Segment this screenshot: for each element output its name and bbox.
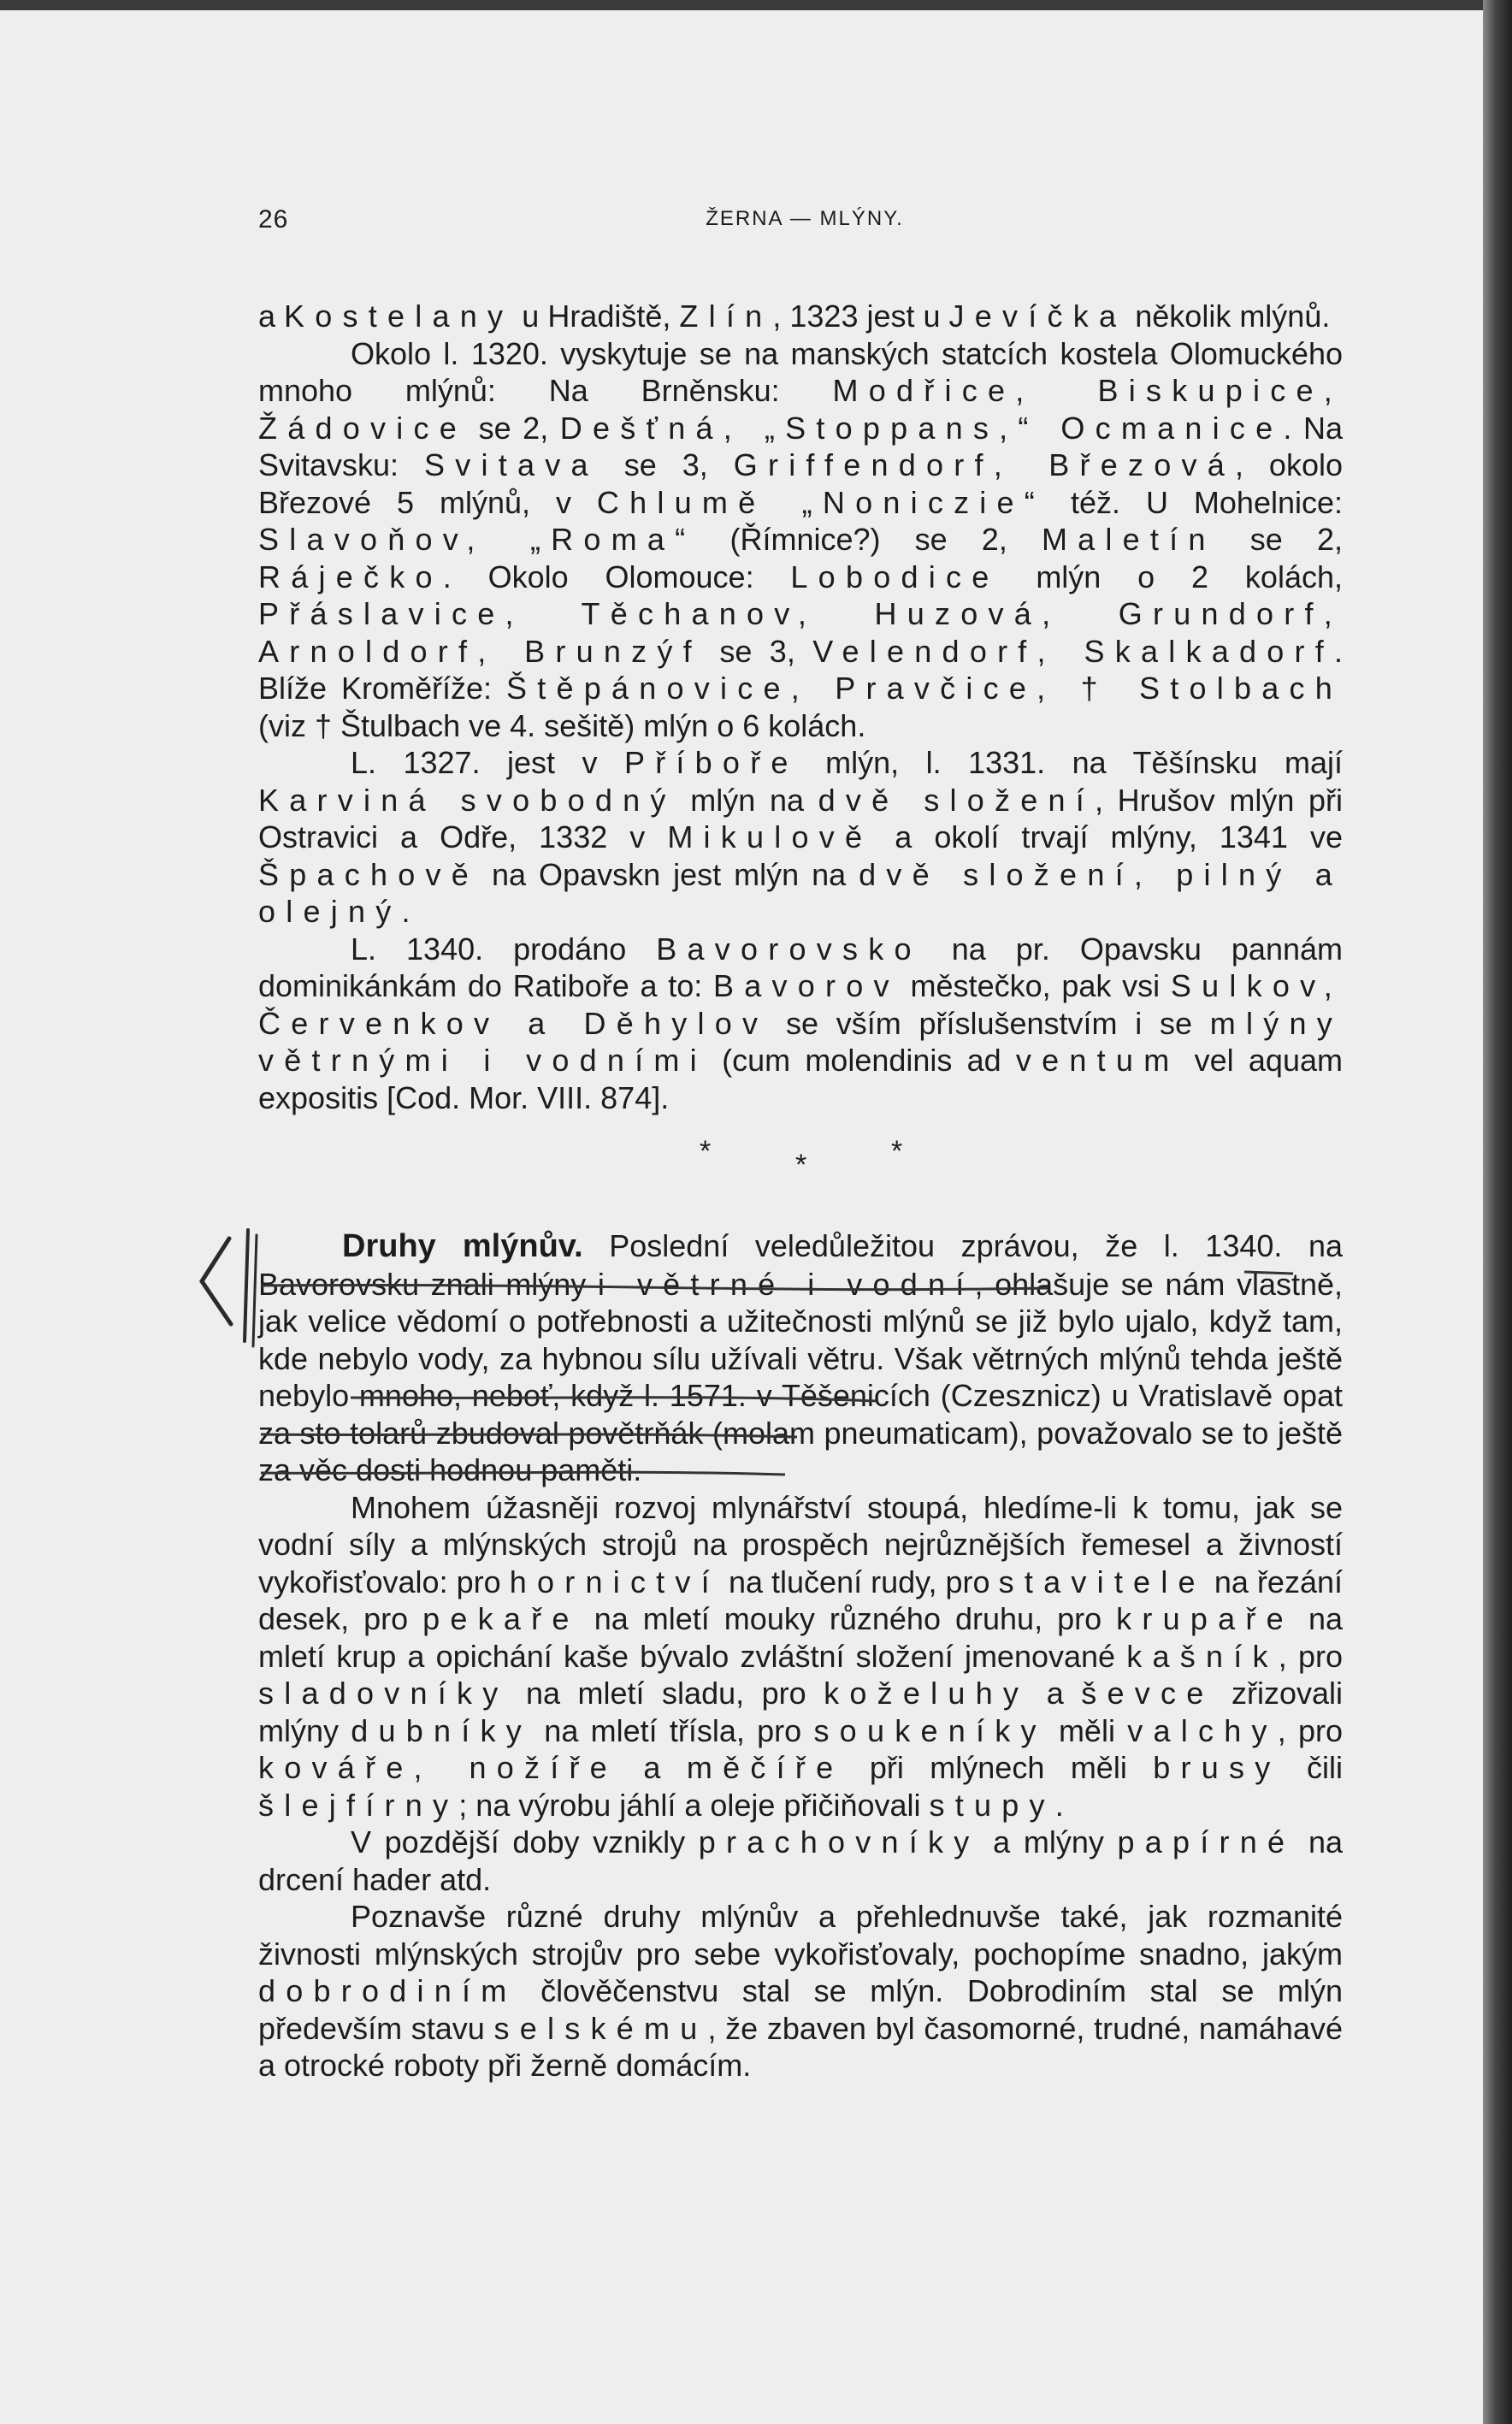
text-run: na mletí krup a opichání kaše bývalo zvláštní složení jmenované bbox=[258, 1601, 1343, 1674]
text-run: Okolo l. 1320. vyskytuje se na manských statcích kostela Olomuckého mnoho mlýnů: Na Brněnsku: bbox=[258, 335, 1343, 408]
spaced-text-run: kováře, nožíře bbox=[258, 1750, 617, 1785]
text-run: , Hrušov mlýn při Ostravici a Odře, 1332 v bbox=[258, 782, 1343, 854]
text-run: V pozdější doby vznikly bbox=[351, 1824, 699, 1859]
text-run: se 3, bbox=[701, 633, 813, 669]
text-run: a okolí trvají mlýny, 1341 ve bbox=[872, 819, 1343, 854]
spaced-text-run: Příboře bbox=[623, 745, 799, 780]
spaced-text-run: brusy bbox=[1153, 1750, 1281, 1785]
text-run: a bbox=[617, 1750, 687, 1785]
paragraph-6 bbox=[258, 1489, 1343, 1824]
body-text bbox=[258, 298, 1343, 2084]
text-run: se vším příslušenstvím i se bbox=[768, 1005, 1210, 1041]
text-run: L. 1340. prodáno bbox=[351, 931, 657, 967]
text-run: na drcení hader atd. bbox=[258, 1824, 1343, 1897]
spaced-text-run: valchy bbox=[1127, 1712, 1278, 1748]
spaced-text-run: Modřice, Biskupice, Žádovice bbox=[258, 373, 1343, 446]
section-divider-asterisks bbox=[258, 1116, 1343, 1227]
text-run: též. U Mohelnice: bbox=[1045, 484, 1344, 520]
paragraph-4 bbox=[258, 931, 1343, 1117]
text-run: měli bbox=[1046, 1712, 1128, 1748]
spaced-text-run: Chlumě „Noniczie“ bbox=[596, 484, 1046, 520]
spaced-text-run: stupy bbox=[929, 1787, 1055, 1823]
text-run: u Hradiště, bbox=[513, 299, 680, 334]
text-run: mlýn na bbox=[676, 782, 818, 818]
spaced-text-run: Bavorovsko bbox=[656, 931, 922, 967]
text-run: na řezání desek, pro bbox=[258, 1564, 1343, 1636]
text-run: Poslední veledůležitou zprávou, že l. 1340. na Bavorovsku znali mlýny bbox=[258, 1228, 1343, 1302]
section-heading: Druhy mlýnův. bbox=[342, 1228, 583, 1264]
text-run: městečko, pak vsi bbox=[899, 968, 1171, 1003]
spaced-text-run: selskému bbox=[493, 2010, 708, 2046]
spaced-text-run: Dešťná, „Stoppans,“ Ocmanice bbox=[559, 410, 1284, 446]
spaced-text-run: dobrodiním bbox=[258, 1973, 517, 2008]
text-run: . Okolo Olomouce: bbox=[442, 559, 791, 594]
paragraph-2 bbox=[258, 335, 1343, 745]
text-run: , pro bbox=[1278, 1638, 1343, 1674]
spaced-text-run: ventum bbox=[1015, 1043, 1180, 1078]
spaced-text-run: ševce bbox=[1081, 1676, 1214, 1711]
text-run: člověčenstvu stal se mlýn. Dobrodiním stal se mlýn především stavu bbox=[258, 1973, 1343, 2046]
spaced-text-run: Velendorf, Skalkadorf bbox=[812, 633, 1334, 669]
spaced-text-run: Sulkov, Červenkov a Děhylov bbox=[258, 968, 1343, 1041]
text-run: mlýn, l. 1331. na Těšínsku mají bbox=[798, 745, 1343, 780]
text-run: , ohlašuje se nám vlastně, jak velice vědomí o potřebnosti a užitečnosti mlýnů se již bylo ujalo, když tam, kde nebylo vody, za hybnou sílu užívali větru. Však větrných mlýnů tehda ještě nebylo mnoho, neboť, když l. 1571. v Těšenicích (Czesznicz) u Vratislavě opat za sto tolarů zbudoval povětrňák (molam pneumaticam), považovalo se to ještě za věc dosti hodnou paměti. bbox=[258, 1266, 1344, 1487]
spaced-text-run: Bavorov bbox=[713, 968, 900, 1003]
text-run: (cum molendinis ad bbox=[706, 1043, 1016, 1078]
text-run: na mletí třísla, pro bbox=[532, 1712, 814, 1748]
asterisk: * bbox=[700, 1135, 712, 1168]
spaced-text-run: Lobodice bbox=[790, 559, 1000, 594]
text-run: na tlučení rudy, pro bbox=[719, 1564, 999, 1599]
text-run: a bbox=[258, 299, 285, 334]
paragraph-3 bbox=[258, 744, 1343, 931]
text-run: a bbox=[1029, 1676, 1082, 1711]
text-run: zřizovali mlýny bbox=[258, 1676, 1343, 1748]
spaced-text-run: Slavoňov, „Roma“ bbox=[258, 522, 696, 557]
spaced-text-run: Jevíčka bbox=[948, 299, 1127, 334]
spaced-text-run: kašník bbox=[1126, 1638, 1279, 1674]
spaced-text-run: měčíře bbox=[686, 1750, 844, 1785]
spaced-text-run: papírné bbox=[1117, 1824, 1296, 1859]
spaced-text-run: dvě složení, pilný a olejný bbox=[258, 856, 1343, 929]
spaced-text-run: Svitava bbox=[424, 447, 599, 482]
text-run: několik mlýnů. bbox=[1126, 299, 1331, 334]
text-run: Mnohem úžasněji rozvoj mlynářství stoupá, hledíme-li k tomu, jak se vodní síly a mlýnských strojů na prospěch nejrůznějších řemesel a živností vykořisťovalo: pro bbox=[258, 1489, 1343, 1599]
text-run: ; na výrobu jáhlí a oleje přičiňovali bbox=[458, 1787, 930, 1823]
text-run: na pr. Opavsku pannám dominikánkám do Ratiboře a to: bbox=[258, 931, 1343, 1003]
text-run: se 3, bbox=[598, 447, 734, 482]
text-run: se 2, bbox=[467, 410, 560, 446]
text-run: Poznavše různé druhy mlýnův a přehlednuvše také, jak rozmanité živnosti mlýnských strojův pro sebe vykořisťovaly, pochopíme snadno, jakým bbox=[258, 1899, 1343, 1972]
spaced-text-run: sladovníky bbox=[258, 1676, 509, 1711]
text-run: se 2, bbox=[1215, 522, 1343, 557]
spaced-text-run: dvě složení bbox=[818, 782, 1096, 818]
text-run: na Opavskn jest mlýn na bbox=[479, 856, 859, 892]
asterisk: * bbox=[795, 1149, 807, 1181]
text-run: na mletí mouky různého druhu, pro bbox=[579, 1601, 1117, 1636]
spaced-text-run: Štěpánovice, Pravčice, † Stolbach bbox=[505, 671, 1343, 706]
spaced-text-run: Ráječko bbox=[258, 559, 443, 594]
text-run: a mlýny bbox=[979, 1824, 1118, 1859]
text-run: . Blíže Kroměříže: bbox=[258, 633, 1343, 706]
text-run: , pro bbox=[1277, 1712, 1343, 1748]
spaced-text-run: Mikulově bbox=[667, 819, 873, 854]
margin-pencil-mark-icon bbox=[195, 1221, 289, 1350]
spaced-text-run: Přáslavice, Těchanov, Huzová, Grundorf, Arnoldorf, Brunzýf bbox=[258, 596, 1343, 669]
asterisk: * bbox=[891, 1135, 903, 1168]
text-run: (viz † Štulbach ve 4. sešitě) mlýn o 6 kolách. bbox=[258, 707, 866, 743]
text-run: vel aquam expositis [Cod. Mor. VIII. 874]. bbox=[258, 1043, 1343, 1115]
text-run: čili bbox=[1280, 1750, 1343, 1785]
spaced-text-run: krupaře bbox=[1116, 1601, 1294, 1636]
spaced-text-run: hornictví bbox=[509, 1564, 720, 1599]
spaced-text-run: Griffendorf, Březová bbox=[733, 447, 1235, 482]
running-title: ŽERNA — MLÝNY. bbox=[706, 207, 904, 230]
scan-edge-right bbox=[1483, 0, 1512, 2424]
text-run: mlýn o 2 kolách, bbox=[999, 559, 1343, 594]
spaced-text-run: soukeníky bbox=[813, 1712, 1047, 1748]
spaced-text-run: stavitele bbox=[998, 1564, 1206, 1599]
text-run: (Římnice?) se 2, bbox=[695, 522, 1042, 557]
spaced-text-run: Kostelany bbox=[284, 299, 514, 334]
text-run: . Na Svitavsku: bbox=[258, 410, 1343, 482]
running-head bbox=[258, 205, 1351, 239]
text-run: . bbox=[401, 894, 410, 929]
spaced-text-run: Zlín bbox=[679, 299, 773, 334]
text-run: při mlýnech měli bbox=[843, 1750, 1154, 1785]
spaced-text-run: pekaře bbox=[422, 1601, 580, 1636]
text-run: , že zbaven byl časomorné, trudné, namáhavé a otrocké roboty při žerně domácím. bbox=[258, 2010, 1343, 2083]
text-run: , okolo Březové 5 mlýnů, v bbox=[258, 447, 1343, 520]
spaced-text-run: dubníky bbox=[351, 1712, 533, 1748]
spaced-text-run: Špachově bbox=[258, 856, 480, 892]
paragraph-1 bbox=[258, 298, 1343, 335]
spaced-text-run: koželuhy bbox=[824, 1676, 1030, 1711]
text-run: . bbox=[1054, 1787, 1064, 1823]
paragraph-7 bbox=[258, 1824, 1343, 1898]
spaced-text-run: šlejfírny bbox=[258, 1787, 459, 1823]
spaced-text-run: Karviná svobodný bbox=[258, 782, 676, 818]
spaced-text-run: Maletín bbox=[1041, 522, 1216, 557]
text-run: , 1323 jest u bbox=[772, 299, 949, 334]
text-run: na mletí sladu, pro bbox=[508, 1676, 824, 1711]
text-run: L. 1327. jest v bbox=[351, 745, 624, 780]
page-number: 26 bbox=[258, 205, 289, 234]
paragraph-8 bbox=[258, 1898, 1343, 2084]
spaced-text-run: prachovníky bbox=[698, 1824, 980, 1859]
spaced-text-run: mlýny větrnými i vodními bbox=[258, 1005, 1344, 1078]
spaced-text-run: i větrné i vodní bbox=[597, 1266, 975, 1302]
paragraph-5 bbox=[258, 1227, 1343, 1489]
